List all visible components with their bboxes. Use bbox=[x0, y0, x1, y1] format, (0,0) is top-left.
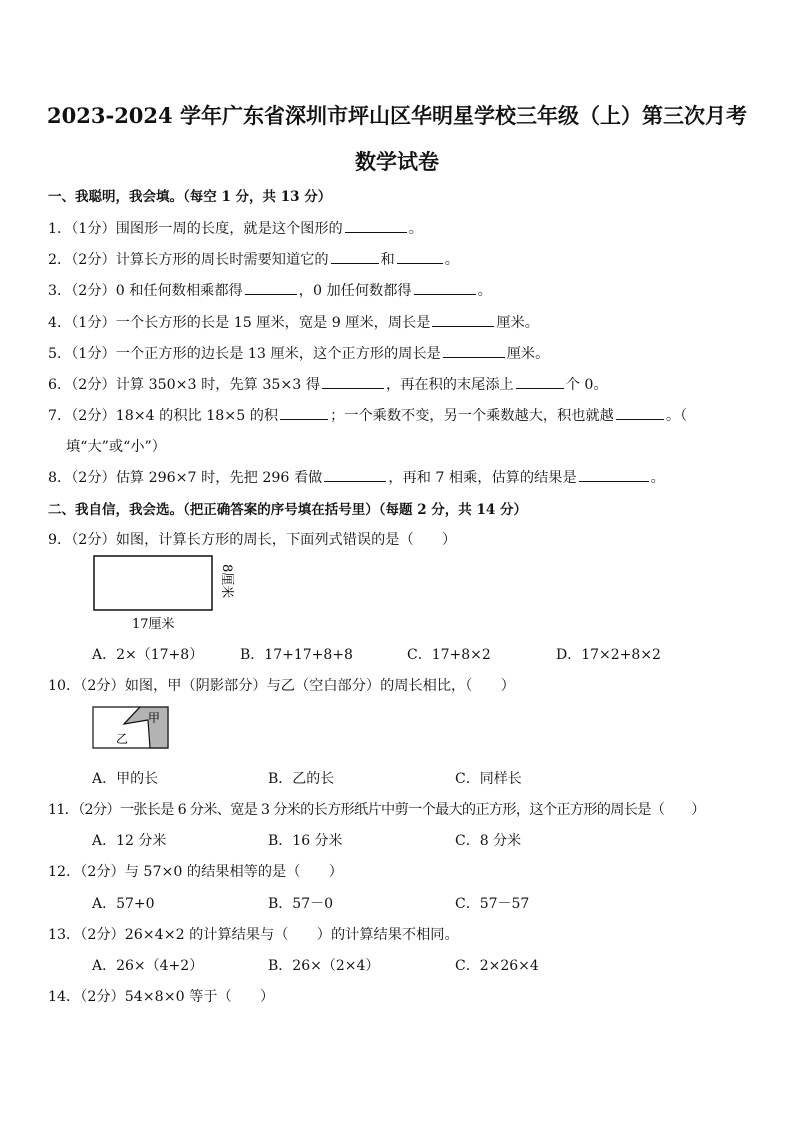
question-1: 1．（1分）围图形一周的长度，就是这个图形的 。 bbox=[48, 218, 423, 238]
question-12-stem: 12．（2分）与 57×0 的结果相等的是（ ） bbox=[48, 864, 343, 880]
answer-blank[interactable] bbox=[331, 249, 379, 264]
q13-option-a[interactable]: A．26×（4+2） bbox=[92, 958, 204, 974]
rectangle-width-label: 8厘米 bbox=[219, 564, 234, 599]
answer-blank[interactable] bbox=[414, 280, 476, 295]
question-13-stem: 13．（2分）26×4×2 的计算结果与（ ）的计算结果不相同。 bbox=[48, 927, 459, 943]
q9-option-a[interactable]: A．2×（17+8） bbox=[92, 647, 204, 663]
question-7: 7．（2分）18×4 的积比 18×5 的积 ；一个乘数不变，另一个乘数越大，积也就越 。（ bbox=[48, 405, 687, 425]
page-title: 2023-2024 学年广东省深圳市坪山区华明星学校三年级（上）第三次月考 bbox=[47, 103, 747, 128]
section2-heading: 二、我自信，我会选。（把正确答案的序号填在括号里）（每题 2 分，共 14 分） bbox=[48, 502, 527, 518]
question-6: 6．（2分）计算 350×3 时，先算 35×3 得 ，再在积的末尾添上 个 0。 bbox=[48, 374, 608, 394]
answer-blank[interactable] bbox=[322, 374, 384, 389]
q10-option-c[interactable]: C．同样长 bbox=[455, 771, 522, 787]
q9-option-b[interactable]: B．17+17+8+8 bbox=[240, 647, 353, 663]
q9-option-c[interactable]: C．17+8×2 bbox=[407, 647, 491, 663]
question-2: 2．（2分）计算长方形的周长时需要知道它的 和 。 bbox=[48, 249, 459, 269]
question-5: 5．（1分）一个正方形的边长是 13 厘米，这个正方形的周长是 厘米。 bbox=[48, 343, 549, 363]
page-subtitle: 数学试卷 bbox=[355, 149, 439, 174]
question-7-continued: 填“大”或“小”） bbox=[66, 439, 166, 455]
question-10-stem: 10．（2分）如图，甲（阴影部分）与乙（空白部分）的周长相比，（ ） bbox=[48, 678, 515, 694]
q10-option-b[interactable]: B．乙的长 bbox=[268, 771, 335, 787]
rectangle-length-label: 17厘米 bbox=[132, 617, 175, 632]
q12-option-a[interactable]: A．57+0 bbox=[92, 896, 155, 912]
answer-blank[interactable] bbox=[280, 405, 328, 420]
answer-blank[interactable] bbox=[616, 405, 664, 420]
rectangle-shape bbox=[94, 556, 212, 610]
question-11-stem: 11．（2分）一张长是 6 分米、宽是 3 分米的长方形纸片中剪一个最大的正方形，这个正方形的周长是（ ） bbox=[48, 802, 705, 818]
question-4: 4．（1分）一个长方形的长是 15 厘米，宽是 9 厘米，周长是 厘米。 bbox=[48, 312, 539, 332]
answer-blank[interactable] bbox=[245, 280, 297, 295]
rectangle-figure bbox=[90, 552, 240, 634]
question-8: 8．（2分）估算 296×7 时，先把 296 看做 ，再和 7 相乘，估算的结果是 。 bbox=[48, 467, 665, 487]
answer-blank[interactable] bbox=[432, 312, 494, 327]
q11-option-c[interactable]: C．8 分米 bbox=[455, 833, 522, 849]
q9-option-d[interactable]: D．17×2+8×2 bbox=[556, 647, 661, 663]
q12-option-b[interactable]: B．57－0 bbox=[268, 896, 334, 912]
section1-heading: 一、我聪明，我会填。（每空 1 分，共 13 分） bbox=[48, 189, 332, 205]
question-3: 3．（2分）0 和任何数相乘都得 ，0 加任何数都得 。 bbox=[48, 280, 492, 300]
yi-label: 乙 bbox=[116, 732, 129, 746]
answer-blank[interactable] bbox=[324, 467, 386, 482]
answer-blank[interactable] bbox=[397, 249, 443, 264]
answer-blank[interactable] bbox=[443, 343, 505, 358]
q10-option-a[interactable]: A．甲的长 bbox=[92, 771, 159, 787]
answer-blank[interactable] bbox=[345, 218, 407, 233]
answer-blank[interactable] bbox=[579, 467, 649, 482]
q13-option-b[interactable]: B．26×（2×4） bbox=[268, 958, 380, 974]
question-14-stem: 14．（2分）54×8×0 等于（ ） bbox=[48, 989, 275, 1005]
jia-label: 甲 bbox=[148, 711, 161, 725]
q13-option-c[interactable]: C．2×26×4 bbox=[455, 958, 539, 974]
shaded-figure bbox=[92, 706, 172, 750]
q11-option-a[interactable]: A．12 分米 bbox=[92, 833, 167, 849]
question-9-stem: 9．（2分）如图，计算长方形的周长，下面列式错误的是（ ） bbox=[48, 532, 457, 548]
q12-option-c[interactable]: C．57－57 bbox=[455, 896, 530, 912]
q11-option-b[interactable]: B．16 分米 bbox=[268, 833, 343, 849]
answer-blank[interactable] bbox=[516, 374, 564, 389]
